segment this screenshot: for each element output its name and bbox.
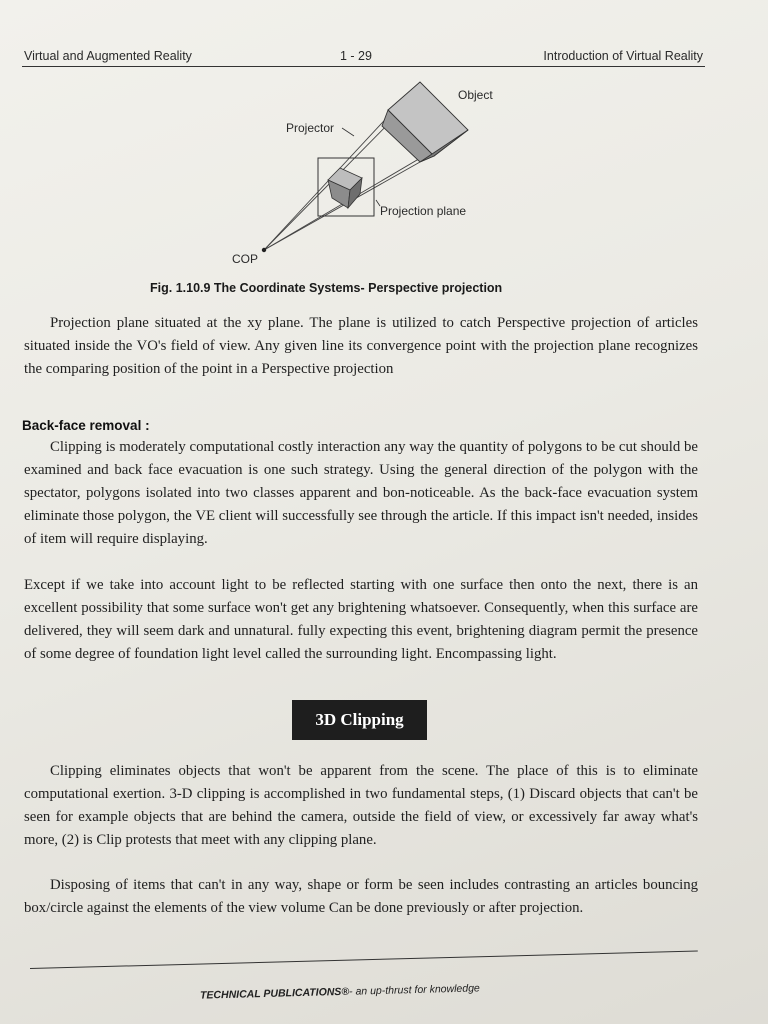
heading-backface-removal: Back-face removal :: [22, 418, 150, 433]
header-chapter-title: Introduction of Virtual Reality: [543, 49, 703, 63]
header-page-number: 1 - 29: [340, 49, 372, 63]
footer-brand: TECHNICAL PUBLICATIONS®: [199, 985, 350, 1002]
projected-cube: [328, 168, 362, 208]
projection-plane-label: Projection plane: [380, 204, 467, 218]
projector-label: Projector: [286, 121, 335, 135]
section-title-3d-clipping: 3D Clipping: [292, 700, 427, 740]
perspective-projection-figure: [220, 70, 520, 270]
page-footer: [200, 982, 480, 1001]
paragraph-clipping-cost: Clipping is moderately computational costly interaction any way the quantity of polygons to be cut should be examined and back face evacuation is one such strategy. Using the general direction of the polygon with the spectator, polygons isolated into two classes apparent and bon-noticeable. As the back-face evacuation system eliminate those polygon, the VE client will successfully see through the article. If this impact isn't needed, insides of item will require displaying.: [24, 439, 698, 547]
header-book-title: Virtual and Augmented Reality: [24, 49, 192, 63]
paragraph-ambient-light: Except if we take into account light to be reflected starting with one surface then onto the next, there is an excellent possibility that some surface won't get any brightening whatsoever. Consequently, when this surface are delivered, they will seem dark and unnatural. fully expecting this event, brightening diagram permit the presence of some degree of foundation light level called the surrounding light. Encompassing light.: [24, 577, 698, 662]
page-header: [22, 44, 705, 67]
footer-tagline: - an up-thrust for knowledge: [348, 982, 480, 998]
object-cube: [382, 82, 468, 162]
object-label: Object: [458, 88, 493, 102]
paragraph-disposing-items: Disposing of items that can't in any way, shape or form be seen includes contrasting an articles bouncing box/circle against the elements of the view volume Can be done previously or after projection.: [24, 877, 698, 916]
footer-rule: [30, 951, 698, 969]
cop-label: COP: [232, 252, 259, 266]
cop-point: [262, 248, 266, 252]
figure-caption: Fig. 1.10.9 The Coordinate Systems- Perspective projection: [150, 281, 503, 295]
paragraph-clipping-steps: Clipping eliminates objects that won't be apparent from the scene. The place of this is to eliminate computational exertion. 3-D clipping is accomplished in two fundamental steps, (1) Discard objects that can't be seen for example objects that are behind the camera, outside the field of view, or excessively far away what's more, (2) is Clip protests that meet with any clipping plane.: [24, 763, 698, 848]
paragraph-projection-plane: Projection plane situated at the xy plane. The plane is utilized to catch Perspective projection of articles situated inside the VO's field of view. Any given line its convergence point with the projection plane recognizes the comparing position of the point in a Perspective projection: [24, 315, 698, 377]
